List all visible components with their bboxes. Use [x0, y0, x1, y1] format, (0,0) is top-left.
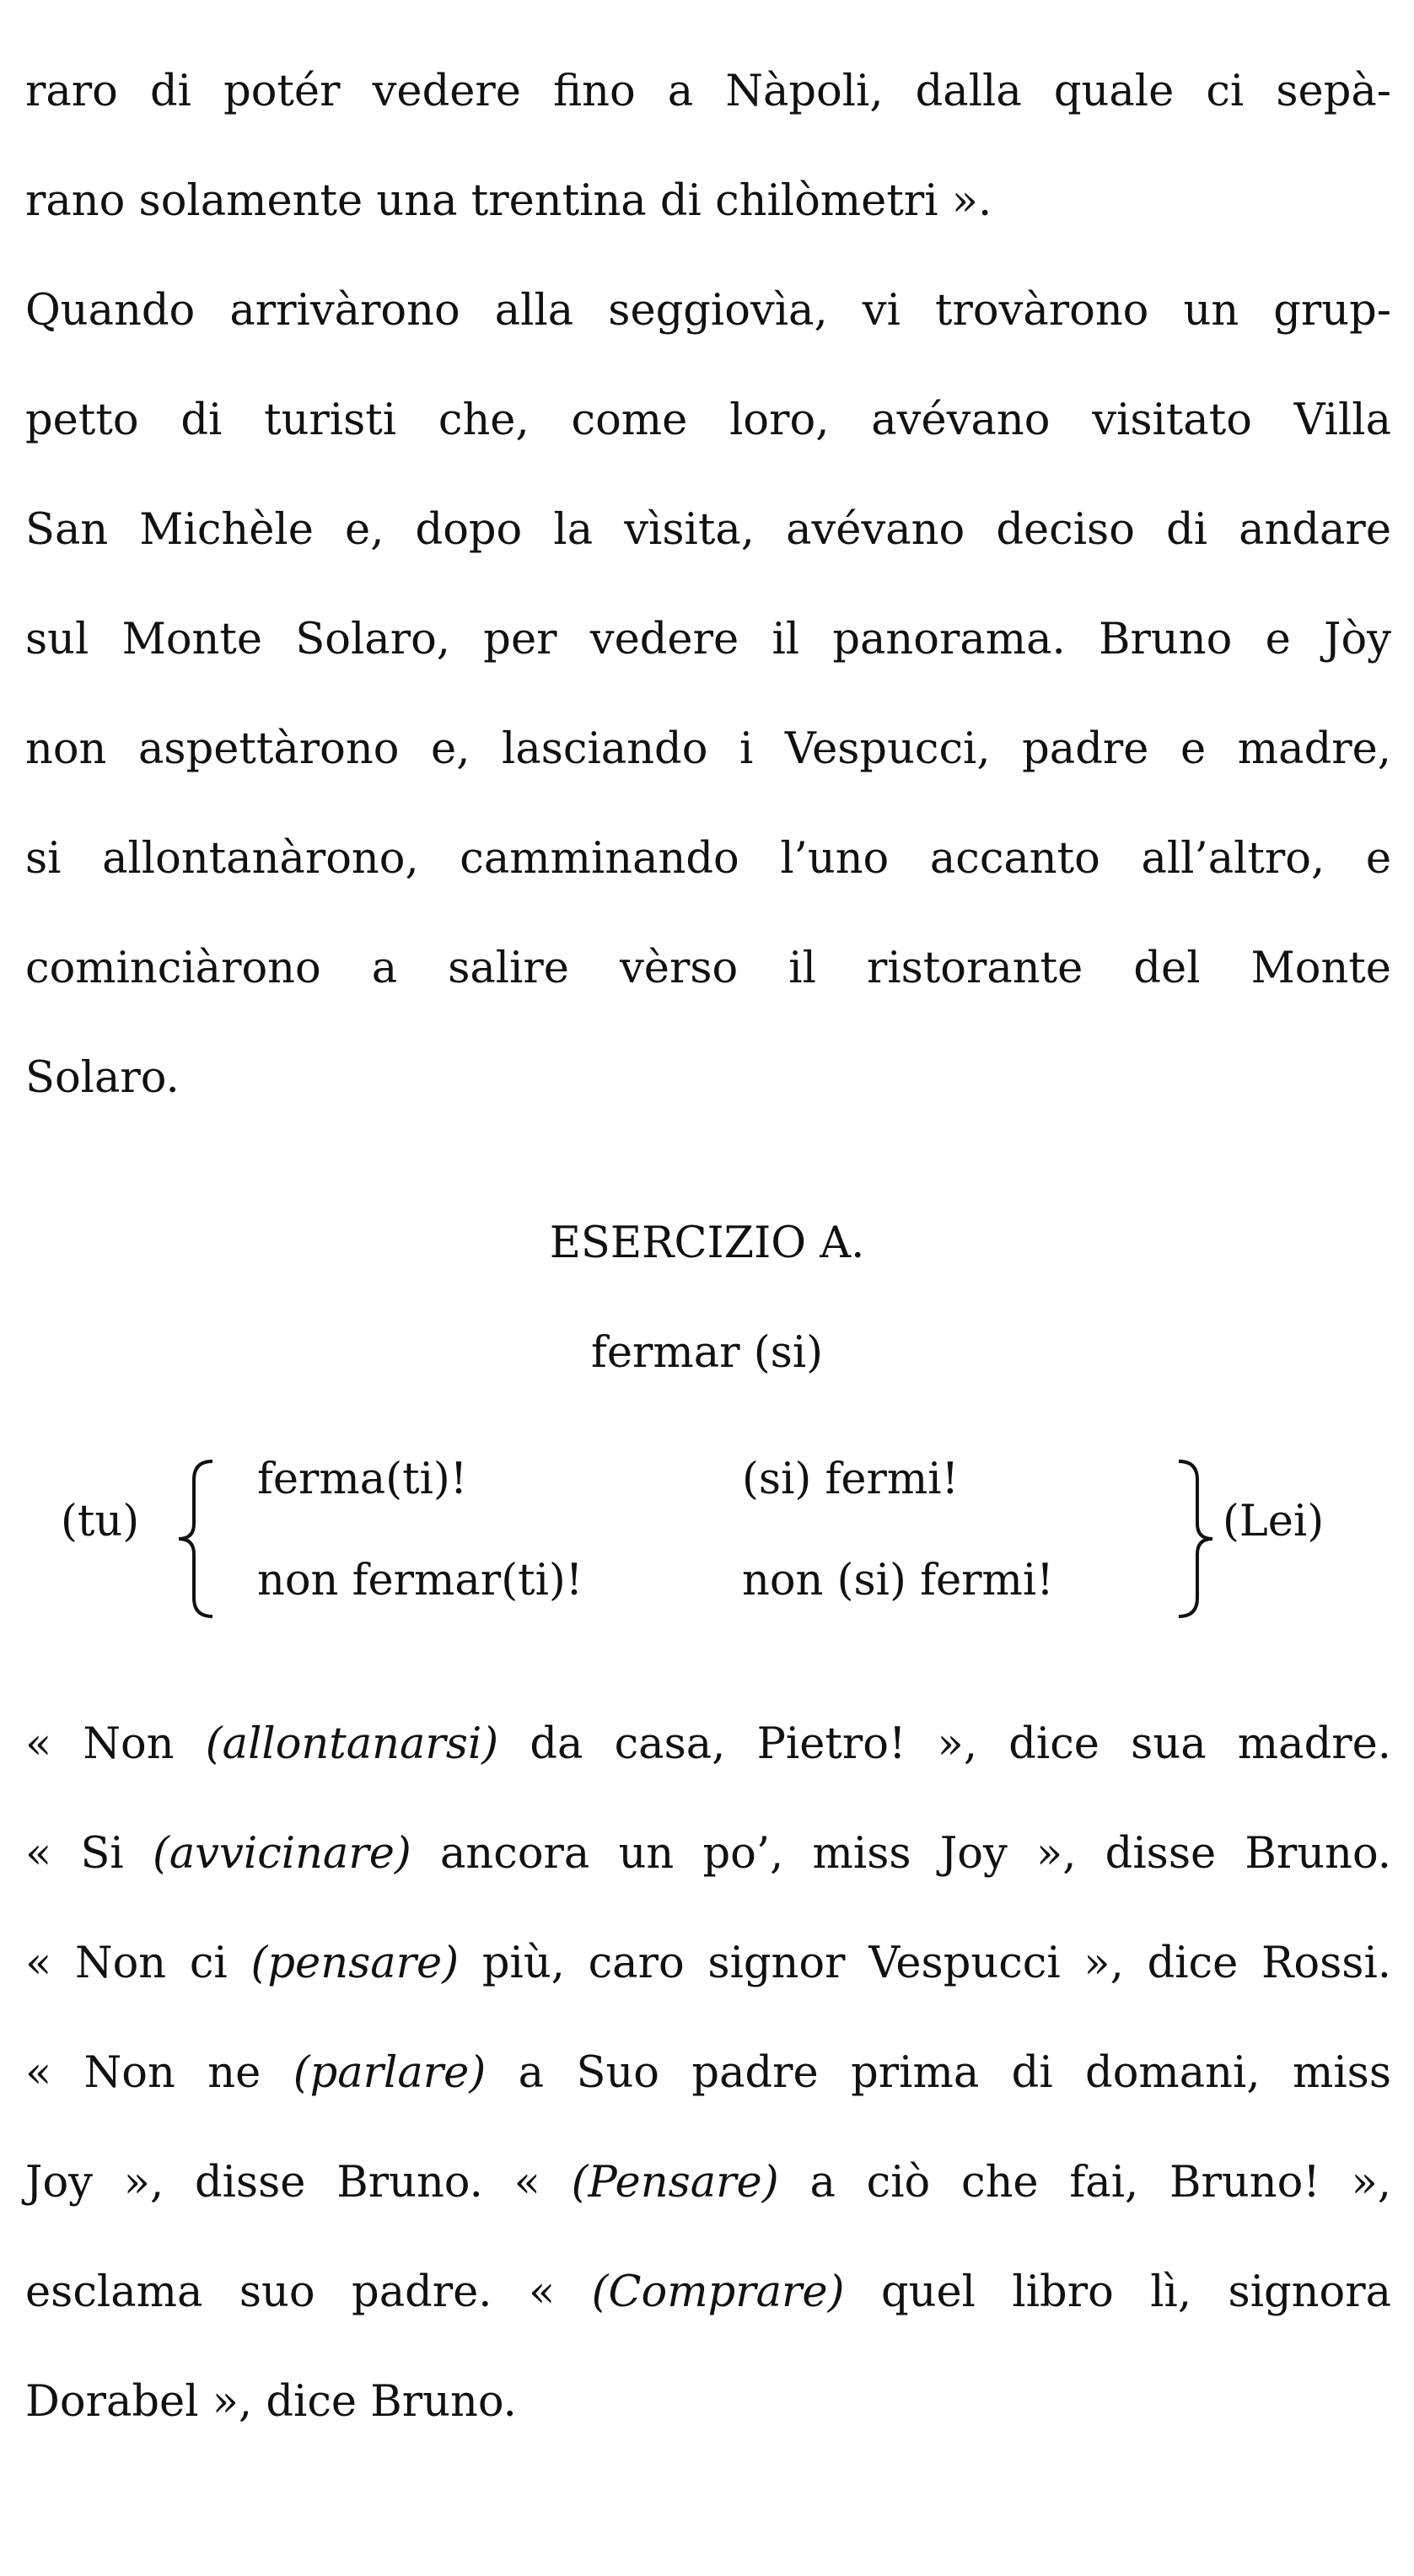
exercise-verb: fermar (si) [590, 1328, 824, 1378]
narrative-paragraph [25, 37, 1391, 1133]
sentence-text: da casa, Pietro! », dice sua madre. [498, 1719, 1391, 1769]
exercise-sentence [25, 1690, 1391, 1799]
narrative-line: raro di potér vedere fino a Nàpoli, dalla quale ci sepà- [25, 67, 1391, 116]
narrative-continuation [25, 37, 1391, 256]
narrative-line: si allontanàrono, camminando l’uno accanto all’altro, e [25, 834, 1391, 884]
narrative-line: petto di turisti che, come loro, avévano visitato Villa [25, 395, 1391, 445]
sentence-text: Joy », disse Bruno. « [25, 2158, 572, 2208]
sentence-text: esclama suo padre. « [25, 2267, 592, 2317]
sentence-text: « Non ne [25, 2048, 293, 2098]
right-brace-icon [1172, 1455, 1223, 1623]
left-brace-icon [169, 1455, 219, 1623]
tu-label: (tu) [61, 1497, 140, 1546]
sentence-text: « Non ci [25, 1939, 251, 1988]
exercise-title: ESERCIZIO A. [549, 1218, 865, 1268]
exercise-line [25, 2347, 1391, 2457]
narrative-paragraph-body [25, 256, 1391, 1133]
exercise-line [25, 2238, 1391, 2347]
exercise-sentence [25, 1799, 1391, 1909]
narrative-line: rano solamente una trentina di chilòmetri ». [25, 176, 992, 226]
narrative-line: San Michèle e, dopo la vìsita, avévano deciso di andare [25, 505, 1391, 555]
sentence-text: Dorabel », dice Bruno. [25, 2377, 517, 2427]
lei-negative: non (si) fermi! [742, 1556, 1054, 1605]
lei-label: (Lei) [1223, 1497, 1325, 1546]
exercise-line [25, 1909, 1391, 2019]
sentence-text: più, caro signor Vespucci », dice Rossi. [459, 1939, 1391, 1988]
exercise-line [25, 2019, 1391, 2128]
sentence-text: a Suo padre prima di domani, miss [486, 2048, 1391, 2098]
conjugation-table [0, 1417, 1414, 1636]
exercise-sentence [25, 2019, 1391, 2457]
narrative-line: Quando arrivàrono alla seggiovìa, vi trovàrono un grup- [25, 286, 1391, 336]
narrative-line: non aspettàrono e, lasciando i Vespucci, padre e madre, [25, 724, 1391, 774]
verb-prompt: (Comprare) [591, 2267, 845, 2317]
sentence-text: ancora un po’, miss Joy », disse Bruno. [411, 1829, 1391, 1879]
narrative-line: cominciàrono a salire vèrso il ristorante del Monte [25, 944, 1391, 993]
exercise-line [25, 2128, 1391, 2238]
narrative-line: Solaro. [25, 1053, 180, 1103]
exercise-line [25, 1799, 1391, 1909]
lei-affirmative: (si) fermi! [742, 1455, 960, 1504]
exercise-sentence [25, 1909, 1391, 2019]
sentence-text: a ciò che fai, Bruno! », [778, 2158, 1391, 2208]
verb-prompt: (allontanarsi) [205, 1719, 499, 1769]
verb-prompt: (parlare) [293, 2048, 487, 2098]
exercise-sentences [25, 1690, 1391, 2457]
verb-prompt: (avvicinare) [152, 1829, 411, 1879]
narrative-line: sul Monte Solaro, per vedere il panorama. Bruno e Jòy [25, 615, 1391, 664]
sentence-text: « Si [25, 1829, 153, 1879]
verb-prompt: (pensare) [250, 1939, 460, 1988]
sentence-text: quel libro lì, signora [844, 2267, 1391, 2317]
sentence-text: « Non [25, 1719, 206, 1769]
exercise-line [25, 1690, 1391, 1799]
verb-prompt: (Pensare) [571, 2158, 779, 2208]
tu-affirmative: ferma(ti)! [257, 1455, 468, 1504]
tu-negative: non fermar(ti)! [257, 1556, 583, 1605]
